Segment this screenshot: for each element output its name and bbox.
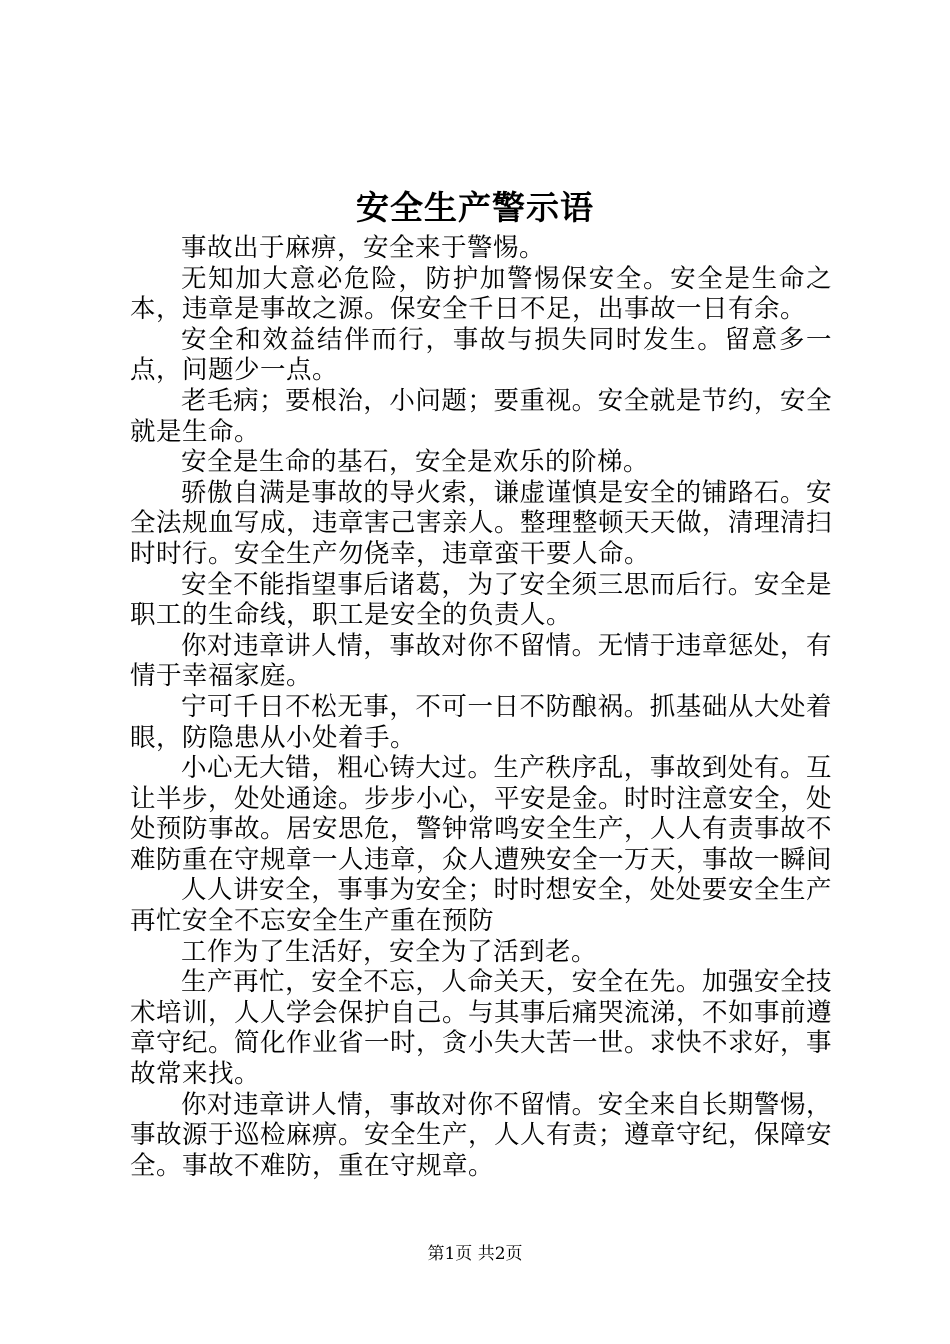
paragraph-8: 你对违章讲人情，事故对你不留情。无情于违章惩处，有情于幸福家庭。 [130, 630, 832, 692]
paragraph-7: 安全不能指望事后诸葛，为了安全须三思而后行。安全是职工的生命线，职工是安全的负责人。 [130, 569, 832, 631]
paragraph-1: 事故出于麻痹，安全来于警惕。 [181, 233, 546, 263]
document-title: 安全生产警示语 [356, 188, 594, 227]
paragraph-13: 生产再忙，安全不忘，人命关天，安全在先。加强安全技术培训，人人学会保护自己。与其事后痛哭流涕，不如事前遵章守纪。简化作业省一时，贪小失大苦一世。求快不求好，事故常来找。 [130, 967, 833, 1090]
paragraph-6: 骄傲自满是事故的导火索，谦虚谨慎是安全的铺路石。安全法规血写成，违章害己害亲人。整理整顿天天做，清理清扫时时行。安全生产勿侥幸，违章蛮干要人命。 [130, 477, 833, 569]
paragraph-11: 人人讲安全，事事为安全；时时想安全，处处要安全生产再忙安全不忘安全生产重在预防 [130, 875, 832, 937]
paragraph-10: 小心无大错，粗心铸大过。生产秩序乱，事故到处有。互让半步，处处通途。步步小心，平安是金。时时注意安全，处处预防事故。居安思危，警钟常鸣安全生产，人人有责事故不难防重在守规章一人违章，众人遭殃安全一万天，事故一瞬间 [130, 753, 833, 875]
page-footer: 第1页 共2页 [427, 1244, 523, 1264]
paragraph-14: 你对违章讲人情，事故对你不留情。安全来自长期警惕，事故源于巡检麻痹。安全生产，人人有责；遵章守纪，保障安全。事故不难防，重在守规章。 [130, 1089, 833, 1181]
paragraph-9: 宁可千日不松无事，不可一日不防酿祸。抓基础从大处着眼，防隐患从小处着手。 [130, 691, 832, 753]
paragraph-3: 安全和效益结伴而行，事故与损失同时发生。留意多一点，问题少一点。 [130, 324, 832, 386]
paragraph-4: 老毛病；要根治，小问题；要重视。安全就是节约，安全就是生命。 [130, 385, 832, 447]
paragraph-12: 工作为了生活好，安全为了活到老。 [181, 936, 598, 967]
document-body [130, 233, 832, 1181]
paragraph-2: 无知加大意必危险，防护加警惕保安全。安全是生命之本，违章是事故之源。保安全千日不足，出事故一日有余。 [130, 263, 832, 325]
paragraph-5: 安全是生命的基石，安全是欢乐的阶梯。 [181, 447, 650, 478]
